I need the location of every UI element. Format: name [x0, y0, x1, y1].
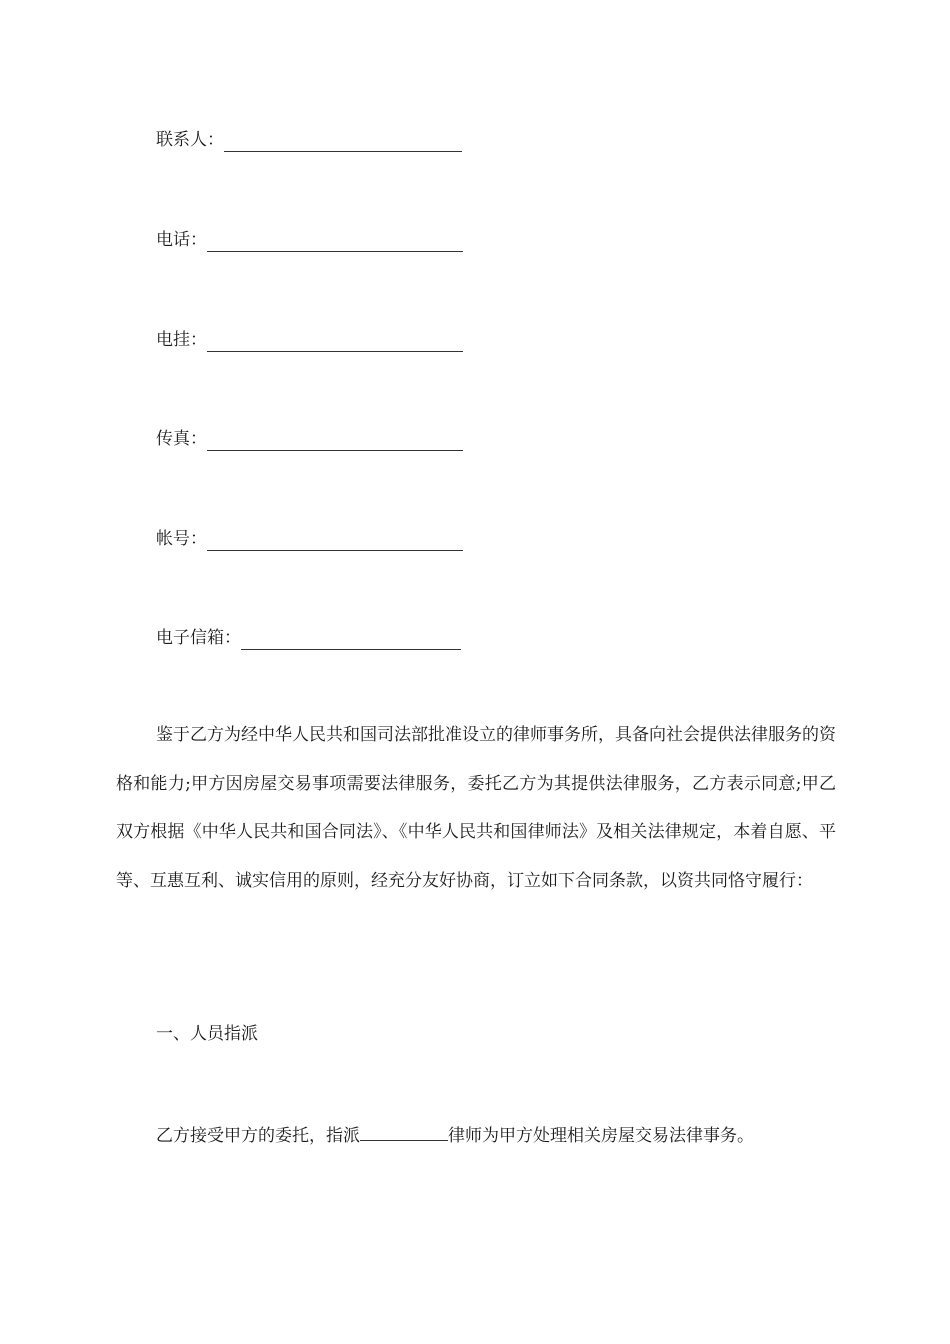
email-blank[interactable]: [241, 631, 461, 650]
section-1-text-after: 律师为甲方处理相关房屋交易法律事务。: [448, 1126, 754, 1146]
account-blank[interactable]: [207, 532, 463, 551]
account-label: 帐号：: [156, 529, 207, 549]
contact-person-label: 联系人：: [156, 130, 224, 150]
email-field: [156, 626, 461, 650]
section-1-title: 一、人员指派: [156, 1024, 258, 1044]
section-1-text: [156, 1122, 754, 1148]
fax-blank[interactable]: [207, 432, 463, 451]
phone-label: 电话：: [156, 230, 207, 250]
contact-person-field: [156, 128, 462, 152]
telegraph-field: [156, 328, 463, 352]
lawyer-name-blank[interactable]: [360, 1122, 448, 1141]
fax-label: 传真：: [156, 429, 207, 449]
phone-field: [156, 228, 463, 252]
telegraph-label: 电挂：: [156, 330, 207, 350]
telegraph-blank[interactable]: [207, 333, 463, 352]
fax-field: [156, 427, 463, 451]
section-1-text-before: 乙方接受甲方的委托，指派: [156, 1126, 360, 1146]
contact-person-blank[interactable]: [224, 133, 462, 152]
account-field: [156, 527, 463, 551]
preamble-paragraph: 鉴于乙方为经中华人民共和国司法部批准设立的律师事务所，具备向社会提供法律服务的资格和能力;甲方因房屋交易事项需要法律服务，委托乙方为其提供法律服务，乙方表示同意;甲乙双方根据《中华人民共和国合同法》、《中华人民共和国律师法》及相关法律规定，本着自愿、平等、互惠互利、诚实信用的原则，经充分友好协商，订立如下合同条款，以资共同恪守履行：: [116, 725, 836, 891]
phone-blank[interactable]: [207, 233, 463, 252]
email-label: 电子信箱：: [156, 628, 241, 648]
